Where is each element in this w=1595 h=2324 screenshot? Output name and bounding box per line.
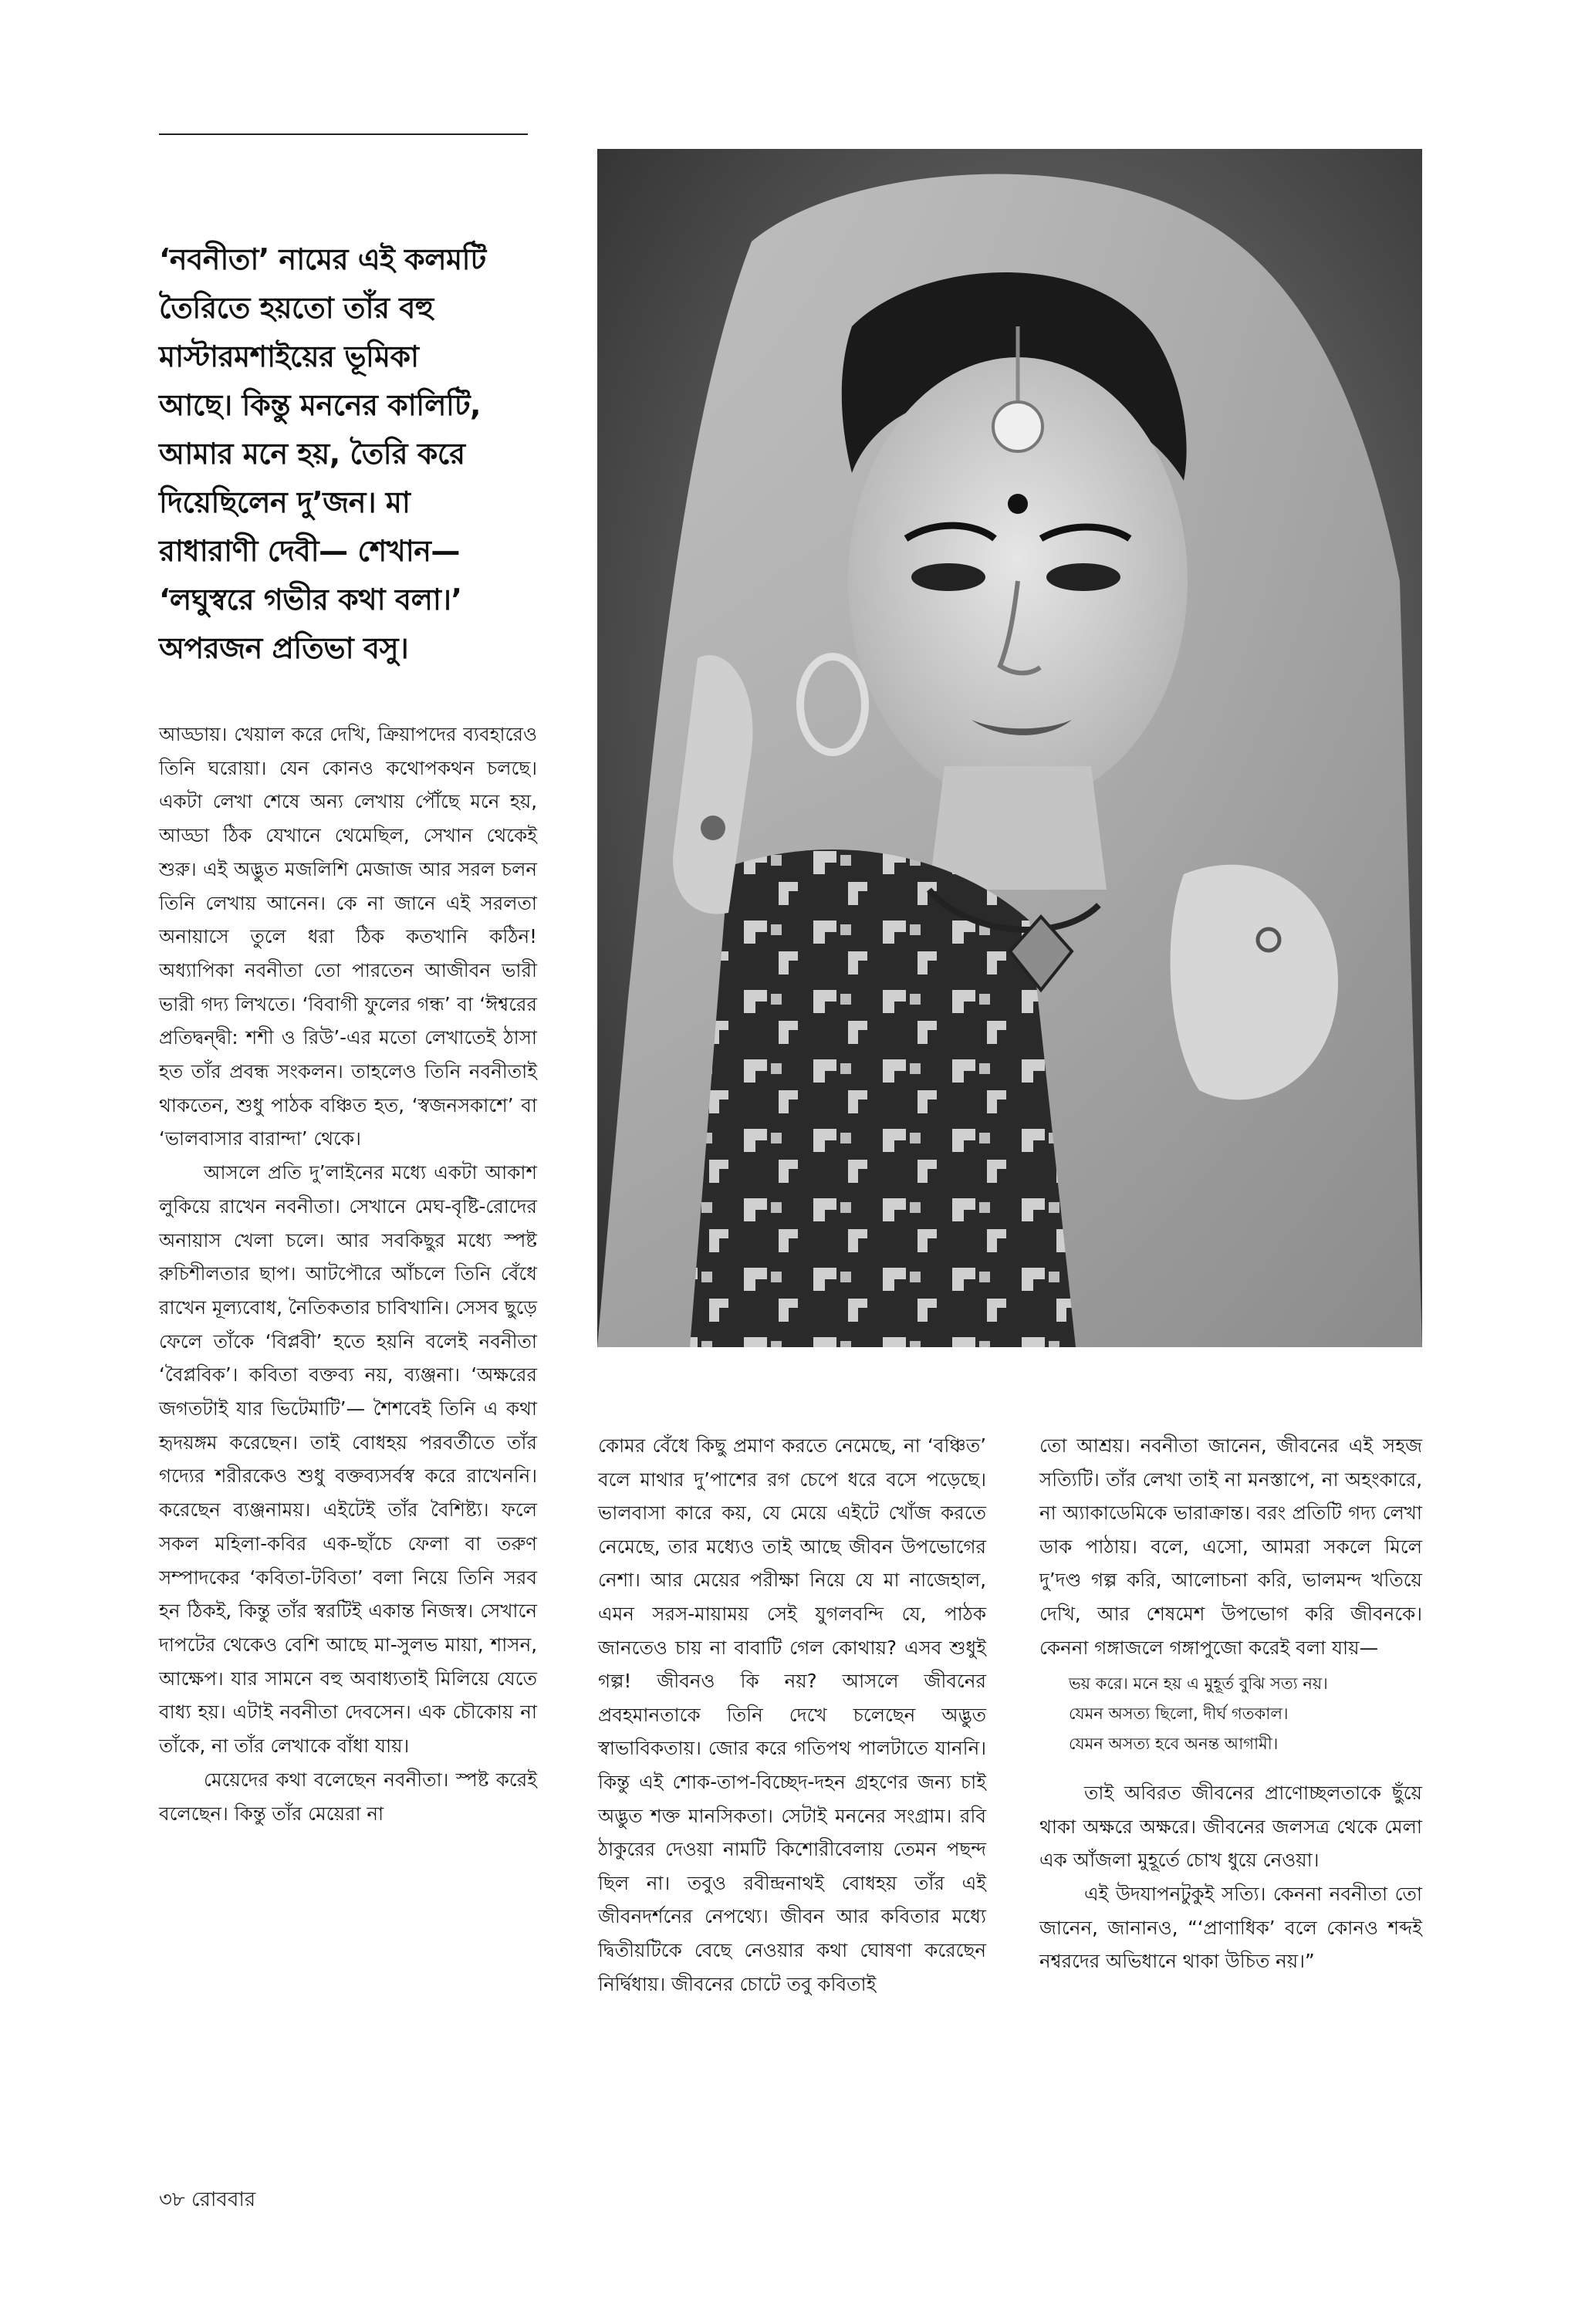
- poem-quote: [1069, 1669, 1422, 1759]
- pull-quote-line: আমার মনে হয়, তৈরি করে: [159, 437, 465, 471]
- portrait-illustration: [597, 149, 1422, 1347]
- body-paragraph: কোমর বেঁধে কিছু প্রমাণ করতে নেমেছে, না ‘বঞ্চিত’ বলে মাথার দু’পাশের রগ চেপে ধরে বসে পড়েছে। ভালবাসা কারে কয়, যে মেয়ে এইটে খোঁজ করতে নেমেছে, তার মধ্যেও তাই আছে জীবন উপভোগের নেশা। আর মেয়ের পরীক্ষা নিয়ে যে মা নাজেহাল, এমন সরস-মায়াময় সেই যুগলবন্দি যে, পাঠক জানতেও চায় না বাবাটি গেল কোথায়? এসব শুধুই গল্প! জীবনও কি নয়? আসলে জীবনের প্রবহমানতাকে তিনি দেখে চলেছেন অদ্ভুত স্বাভাবিকতায়। জোর করে গতিপথ পালটাতে যাননি। কিন্তু এই শোক-তাপ-বিচ্ছেদ-দহন গ্রহণের জন্য চাই অদ্ভুত শক্ত মানসিকতা। সেটাই মননের সংগ্রাম। রবি ঠাকুরের দেওয়া নামটি কিশোরীবেলায় তেমন পছন্দ ছিল না। তবুও রবীন্দ্রনাথই বোধহয় তাঁর এই জীবনদর্শনের নেপথ্যে। জীবন আর কবিতার মধ্যে দ্বিতীয়টিকে বেছে নেওয়ার কথা ঘোষণা করেছেন নির্দ্বিধায়। জীবনের চোটে তবু কবিতাই: [598, 1434, 986, 1995]
- body-paragraph: তো আশ্রয়। নবনীতা জানেন, জীবনের এই সহজ সত্যিটি। তাঁর লেখা তাই না মনস্তাপে, না অহংকারে, না অ্যাকাডেমিকে ভারাক্রান্ত। বরং প্রতিটি গদ্য লেখা ডাক পাঠায়। বলে, এসো, আমরা সকলে মিলে দু’দণ্ড গল্প করি, আলোচনা করি, ভালমন্দ খতিয়ে দেখি, আর শেষমেশ উপভোগ করি জীবনকে। কেননা গঙ্গাজলে গঙ্গাপুজো করেই বলা যায়—: [1039, 1434, 1422, 1659]
- pull-quote-line: আছে। কিন্তু মননের কালিটি,: [159, 388, 481, 422]
- body-paragraph: আসলে প্রতি দু’লাইনের মধ্যে একটা আকাশ লুকিয়ে রাখেন নবনীতা। সেখানে মেঘ-বৃষ্টি-রোদের অনায়াস খেলা চলে। আর সবকিছুর মধ্যে স্পষ্ট রুচিশীলতার ছাপ। আটপৌরে আঁচলে তিনি বেঁধে রাখেন মূল্যবোধ, নৈতিকতার চাবিখানি। সেসব ছুড়ে ফেলে তাঁকে ‘বিপ্লবী’ হতে হয়নি বলেই নবনীতা ‘বৈপ্লবিক’। কবিতা বক্তব্য নয়, ব্যঞ্জনা। ‘অক্ষরের জগতটাই যার ভিটেমাটি’— শৈশবেই তিনি এ কথা হৃদয়ঙ্গম করেছেন। তাই বোধহয় পরবর্তীতে তাঁর গদ্যের শরীরকেও শুধু বক্তব্যসর্বস্ব করে রাখেননি। করেছেন ব্যঞ্জনাময়। এইটেই তাঁর বৈশিষ্ট্য। ফলে সকল মহিলা-কবির এক-ছাঁচে ফেলা বা তরুণ সম্পাদকের ‘কবিতা-টবিতা’ বলা নিয়ে তিনি সরব হন ঠিকই, কিন্তু তাঁর স্বরটিই একান্ত নিজস্ব। সেখানে দাপটের থেকেও বেশি আছে মা-সুলভ মায়া, শাসন, আক্ষেপ। যার সামনে বহু অবাধ্যতাই মিলিয়ে যেতে বাধ্য হয়। এটাই নবনীতা দেবসেন। এক চৌকোয় না তাঁকে, না তাঁর লেখাকে বাঁধা যায়।: [159, 1161, 537, 1758]
- pull-quote-line: তৈরিতে হয়তো তাঁর বহু: [159, 291, 434, 325]
- column-1: [159, 718, 537, 1830]
- pull-quote-line: ‘লঘুস্বরে গভীর কথা বলা।’: [159, 583, 462, 616]
- poem-line: যেমন অসত্য ছিলো, দীর্ঘ গতকাল।: [1069, 1704, 1289, 1724]
- header-rule: [159, 133, 528, 135]
- pull-quote-line: অপরজন প্রতিভা বসু।: [159, 631, 409, 665]
- portrait-photo: [597, 149, 1422, 1347]
- body-paragraph: তাই অবিরত জীবনের প্রাণোচ্ছলতাকে ছুঁয়ে থাকা অক্ষরে অক্ষরে। জীবনের জলসত্র থেকে মেলা এক আঁজলা মুহূর্তে চোখ ধুয়ে নেওয়া।: [1039, 1782, 1422, 1872]
- pull-quote-line: মাস্টারমশাইয়ের ভূমিকা: [159, 339, 419, 373]
- column-3: [1039, 1429, 1422, 1978]
- pull-quote-line: ‘নবনীতা’ নামের এই কলমটি: [159, 242, 486, 276]
- page-folio: ৩৮ রোববার: [159, 2188, 256, 2211]
- poem-line: যেমন অসত্য হবে অনন্ত আগামী।: [1069, 1735, 1279, 1754]
- body-paragraph: আড্ডায়। খেয়াল করে দেখি, ক্রিয়াপদের ব্যবহারেও তিনি ঘরোয়া। যেন কোনও কথোপকথন চলছে। একটা লেখা শেষে অন্য লেখায় পৌঁছে মনে হয়, আড্ডা ঠিক যেখানে থেমেছিল, সেখান থেকেই শুরু। এই অদ্ভুত মজলিশি মেজাজ আর সরল চলন তিনি লেখায় আনেন। কে না জানে এই সরলতা অনায়াসে তুলে ধরা ঠিক কতখানি কঠিন! অধ্যাপিকা নবনীতা তো পারতেন আজীবন ভারী ভারী গদ্য লিখতে। ‘বিবাগী ফুলের গন্ধ’ বা ‘ঈশ্বরের প্রতিদ্বন্দ্বী: শশী ও রিউ’-এর মতো লেখাতেই ঠাসা হত তাঁর প্রবন্ধ সংকলন। তাহলেও তিনি নবনীতাই থাকতেন, শুধু পাঠক বঞ্চিত হত, ‘স্বজনসকাশে’ বা ‘ভালবাসার বারান্দা’ থেকে।: [159, 723, 537, 1150]
- pull-quote: [159, 235, 591, 673]
- poem-line: ভয় করে। মনে হয় এ মুহূর্ত বুঝি সত্য নয়।: [1069, 1674, 1328, 1694]
- body-paragraph: এই উদযাপনটুকুই সত্যি। কেননা নবনীতা তো জানেন, জানানও, “‘প্রাণাধিক’ বলে কোনও শব্দই নশ্বরদের অভিধানে থাকা উচিত নয়।”: [1039, 1882, 1422, 1973]
- column-2: [598, 1429, 986, 2001]
- body-paragraph: মেয়েদের কথা বলেছেন নবনীতা। স্পষ্ট করেই বলেছেন। কিন্তু তাঁর মেয়েরা না: [159, 1768, 537, 1825]
- pull-quote-line: রাধারাণী দেবী— শেখান—: [159, 534, 460, 568]
- pull-quote-line: দিয়েছিলেন দু’জন। মা: [159, 485, 411, 519]
